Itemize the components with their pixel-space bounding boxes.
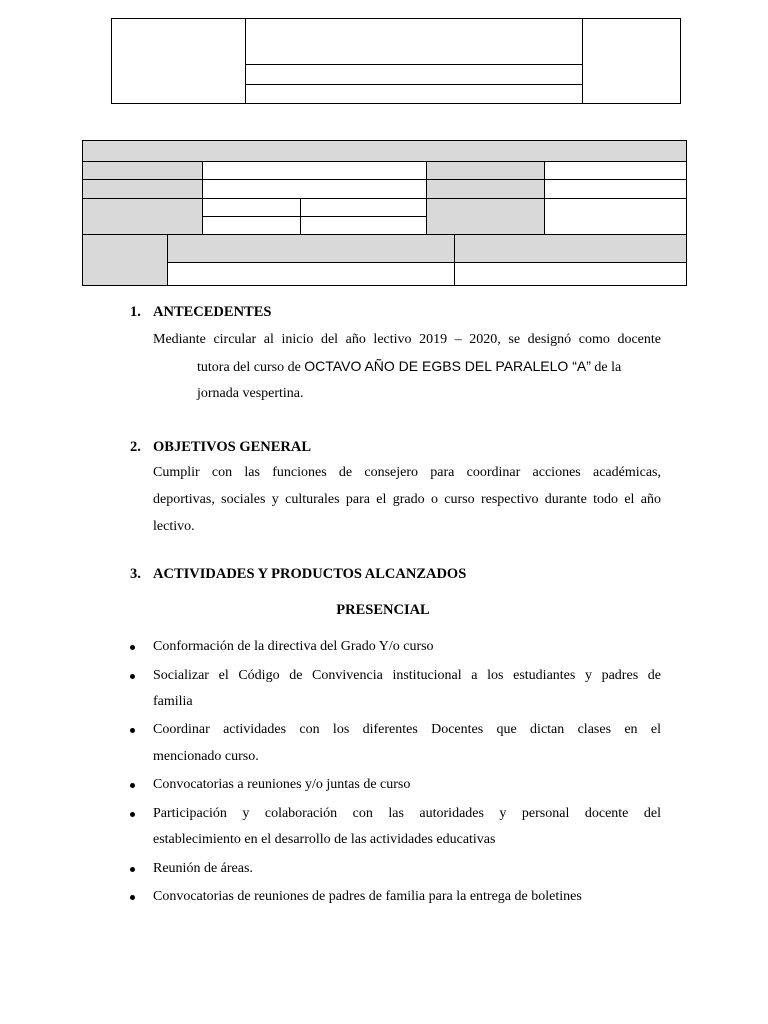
list-item: Convocatorias a reuniones y/o juntas de curso (153, 777, 411, 792)
info-value-cell (202, 198, 301, 217)
bullet-icon (130, 674, 135, 679)
section-text (197, 357, 661, 377)
info-value-cell (167, 262, 455, 286)
section-number: 2. (130, 439, 141, 455)
info-label-cell (167, 234, 455, 263)
list-item: establecimiento en el desarrollo de las actividades educativas (153, 832, 496, 847)
list-item: mencionado curso. (153, 749, 259, 764)
section-number: 1. (130, 304, 141, 320)
list-item: Reunión de áreas. (153, 861, 253, 876)
info-label-cell (426, 161, 545, 180)
bullet-icon (130, 895, 135, 900)
header-subtitle-cell (245, 64, 583, 85)
info-table-header (82, 140, 687, 162)
section-title-objetivos: OBJETIVOS GENERAL (153, 439, 312, 455)
info-value-cell (300, 216, 427, 235)
info-label-cell (426, 179, 545, 199)
info-label-cell (82, 198, 203, 235)
header-right-cell (582, 18, 681, 104)
course-name: OCTAVO AÑO DE EGBS DEL PARALELO “A” (304, 358, 591, 374)
list-item: Coordinar actividades con los diferentes Docentes que dictan clases en el (153, 722, 661, 737)
section-text: Cumplir con las funciones de consejero para coordinar acciones académicas, (153, 465, 661, 480)
section-text: lectivo. (153, 519, 195, 534)
bullet-icon (130, 728, 135, 733)
info-label-cell (454, 234, 687, 263)
section-subtitle: PRESENCIAL (336, 602, 430, 618)
section-title-actividades: ACTIVIDADES Y PRODUCTOS ALCANZADOS (153, 566, 467, 582)
list-item: Participación y colaboración con las autoridades y personal docente del (153, 806, 661, 821)
header-logo-cell (111, 18, 246, 104)
section-number: 3. (130, 566, 141, 582)
section-text: Mediante circular al inicio del año lectivo 2019 – 2020, se designó como docente (153, 332, 661, 347)
info-label-cell (426, 198, 545, 235)
list-item: Convocatorias de reuniones de padres de familia para la entrega de boletines (153, 889, 582, 904)
info-value-cell (202, 179, 427, 199)
text-run: tutora del curso de (197, 360, 305, 375)
info-value-cell (202, 161, 427, 180)
info-value-cell (544, 179, 687, 199)
info-value-cell (300, 198, 427, 217)
section-title-antecedentes: ANTECEDENTES (153, 304, 272, 320)
section-text: deportivas, sociales y culturales para el grado o curso respectivo durante todo el año (153, 492, 661, 507)
list-item: familia (153, 694, 193, 709)
bullet-icon (130, 645, 135, 650)
list-item: Conformación de la directiva del Grado Y/o curso (153, 639, 434, 654)
header-subtitle2-cell (245, 84, 583, 104)
bullet-icon (130, 783, 135, 788)
info-value-cell (544, 161, 687, 180)
bullet-icon (130, 867, 135, 872)
info-value-cell (454, 262, 687, 286)
text-run: de la (590, 360, 622, 375)
info-value-cell (544, 198, 687, 235)
info-label-cell (82, 179, 203, 199)
bullet-icon (130, 812, 135, 817)
header-title-cell (245, 18, 583, 65)
info-label-cell (82, 161, 203, 180)
info-label-cell (82, 234, 168, 286)
section-text: jornada vespertina. (197, 386, 304, 401)
list-item: Socializar el Código de Convivencia institucional a los estudiantes y padres de (153, 668, 661, 683)
info-value-cell (202, 216, 301, 235)
